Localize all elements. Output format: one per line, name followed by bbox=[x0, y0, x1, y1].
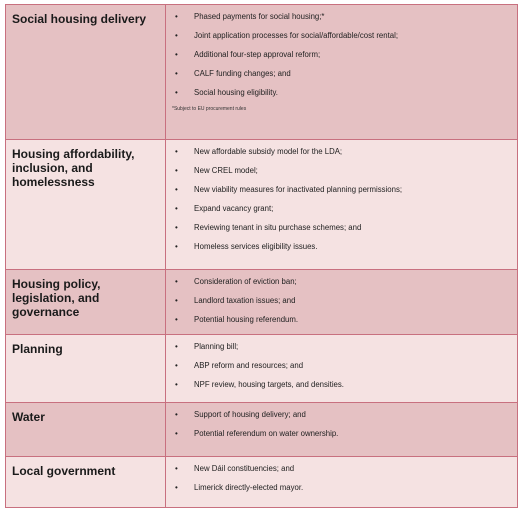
category-label: Housing affordability, inclusion, and homelessness bbox=[6, 140, 166, 270]
items-cell bbox=[166, 270, 518, 335]
items-cell bbox=[166, 335, 518, 403]
list-item: • Planning bill; bbox=[172, 341, 511, 352]
list-item: • CALF funding changes; and bbox=[172, 68, 511, 79]
list-item: • NPF review, housing targets, and densities. bbox=[172, 379, 511, 390]
list-item: • Social housing eligibility. bbox=[172, 87, 511, 98]
bullet-list bbox=[172, 341, 511, 390]
bullet-list bbox=[172, 463, 511, 493]
category-label: Planning bbox=[6, 335, 166, 403]
items-cell bbox=[166, 457, 518, 508]
category-label: Housing policy, legislation, and governance bbox=[6, 270, 166, 335]
items-cell bbox=[166, 5, 518, 140]
bullet-list bbox=[172, 11, 511, 98]
list-item: • Support of housing delivery; and bbox=[172, 409, 511, 420]
list-item: • Homeless services eligibility issues. bbox=[172, 241, 511, 252]
bullet-list bbox=[172, 146, 511, 252]
table-row bbox=[6, 5, 518, 140]
list-item: • New Dáil constituencies; and bbox=[172, 463, 511, 474]
list-item: • Joint application processes for social/affordable/cost rental; bbox=[172, 30, 511, 41]
footnote: *Subject to EU procurement rules bbox=[172, 106, 247, 112]
list-item: • New viability measures for inactivated planning permissions; bbox=[172, 184, 511, 195]
table-row bbox=[6, 403, 518, 457]
list-item: • Consideration of eviction ban; bbox=[172, 276, 511, 287]
list-item: • New CREL model; bbox=[172, 165, 511, 176]
list-item: • Potential referendum on water ownership. bbox=[172, 428, 511, 439]
table-row bbox=[6, 335, 518, 403]
bullet-list bbox=[172, 276, 511, 325]
list-item: • ABP reform and resources; and bbox=[172, 360, 511, 371]
list-item: • Landlord taxation issues; and bbox=[172, 295, 511, 306]
list-item: • Potential housing referendum. bbox=[172, 314, 511, 325]
list-item: • Limerick directly-elected mayor. bbox=[172, 482, 511, 493]
list-item: • Phased payments for social housing;* bbox=[172, 11, 511, 22]
list-item: • Additional four-step approval reform; bbox=[172, 49, 511, 60]
priorities-table bbox=[5, 4, 518, 508]
category-label: Water bbox=[6, 403, 166, 457]
list-item: • New affordable subsidy model for the LDA; bbox=[172, 146, 511, 157]
category-label: Local government bbox=[6, 457, 166, 508]
bullet-list bbox=[172, 409, 511, 439]
table-row bbox=[6, 270, 518, 335]
list-item: • Reviewing tenant in situ purchase schemes; and bbox=[172, 222, 511, 233]
list-item: • Expand vacancy grant; bbox=[172, 203, 511, 214]
items-cell bbox=[166, 140, 518, 270]
table-row bbox=[6, 140, 518, 270]
items-cell bbox=[166, 403, 518, 457]
table-row bbox=[6, 457, 518, 508]
category-label: Social housing delivery bbox=[6, 5, 166, 140]
